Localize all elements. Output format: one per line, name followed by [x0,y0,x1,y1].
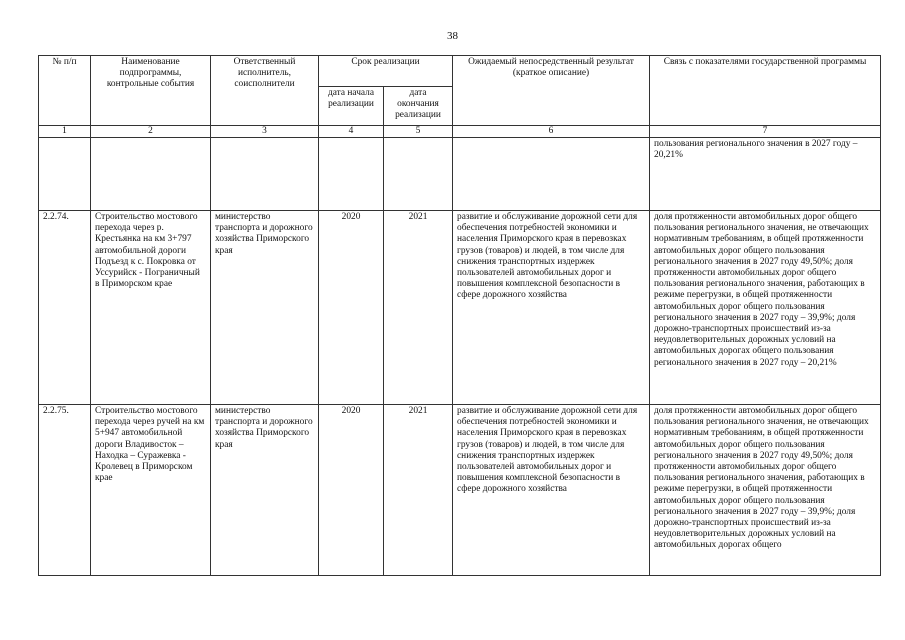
row-start-year: 2020 [319,211,384,405]
table-row-continuation [39,138,881,211]
row-number: 2.2.74. [39,211,91,405]
table-row [39,211,881,405]
table-row [39,405,881,576]
column-number: 2 [91,126,211,138]
page-number: 38 [447,30,458,42]
row-number: 2.2.75. [39,405,91,576]
header-start-date: дата начала реализации [319,87,384,126]
header-number: № п/п [39,56,91,126]
row-name: Строительство мостового перехода через р. Крестьянка на км 3+797 автомобильной дороги Подъезд к с. Покровка от Уссурийск - Пограничный в Приморском крае [91,211,211,405]
column-number: 1 [39,126,91,138]
column-number: 7 [650,126,881,138]
column-number: 6 [453,126,650,138]
column-number: 5 [384,126,453,138]
row-end-year: 2021 [384,405,453,576]
row-name: Строительство мостового перехода через ручей на км 5+947 автомобильной дороги Владивосток – Находка – Суражевка - Кролевец в Приморском крае [91,405,211,576]
header-period: Срок реализации [319,56,453,87]
row-end-year: 2021 [384,211,453,405]
row-link: доля протяженности автомобильных дорог общего пользования регионального значения, не отвечающих нормативным требованиям, в общей протяженности автомобильных дорог общего пользования регионального значения в 2027 году 49,50%; доля протяженности автомобильных дорог общего пользования регионального значения, работающих в режиме перегрузки, в общей протяженности автомобильных дорог общего пользования регионального значения в 2027 году – 39,9%; доля дорожно-транспортных происшествий из-за неудовлетворительных дорожных условий на автомобильных дорогах общего пользования регионального значения в 2027 году – 20,21% [650,211,881,405]
column-number: 4 [319,126,384,138]
row-link: доля протяженности автомобильных дорог общего пользования регионального значения, не отвечающих нормативным требованиям, в общей протяженности автомобильных дорог общего пользования регионального значения в 2027 году 49,50%; доля протяженности автомобильных дорог общего пользования регионального значения, работающих в режиме перегрузки, в общей протяженности автомобильных дорог общего пользования регионального значения в 2027 году – 39,9%; доля дорожно-транспортных происшествий из-за неудовлетворительных дорожных условий на автомобильных дорогах общего [650,405,881,576]
row-result: развитие и обслуживание дорожной сети для обеспечения потребностей экономики и населения Приморского края в перевозках грузов (товаров) и людей, в том числе для снижения транспортных издержек пользователей автомобильных дорог и повышения комплексной безопасности в сфере дорожного хозяйства [453,211,650,405]
row-start-year: 2020 [319,405,384,576]
column-number: 3 [211,126,319,138]
header-name: Наименование подпрограммы, контрольные события [91,56,211,126]
header-result: Ожидаемый непосредственный результат (краткое описание) [453,56,650,126]
header-link: Связь с показателями государственной программы [650,56,881,126]
program-table [38,55,881,576]
header-end-date: дата окончания реализации [384,87,453,126]
column-number-row [39,126,881,138]
link-cell: пользования регионального значения в 2027 году – 20,21% [650,138,881,211]
row-executor: министерство транспорта и дорожного хозяйства Приморского края [211,405,319,576]
row-result: развитие и обслуживание дорожной сети для обеспечения потребностей экономики и населения Приморского края в перевозках грузов (товаров) и людей, в том числе для снижения транспортных издержек пользователей автомобильных дорог и повышения комплексной безопасности в сфере дорожного хозяйства [453,405,650,576]
header-executor: Ответственный исполнитель, соисполнители [211,56,319,126]
row-executor: министерство транспорта и дорожного хозяйства Приморского края [211,211,319,405]
